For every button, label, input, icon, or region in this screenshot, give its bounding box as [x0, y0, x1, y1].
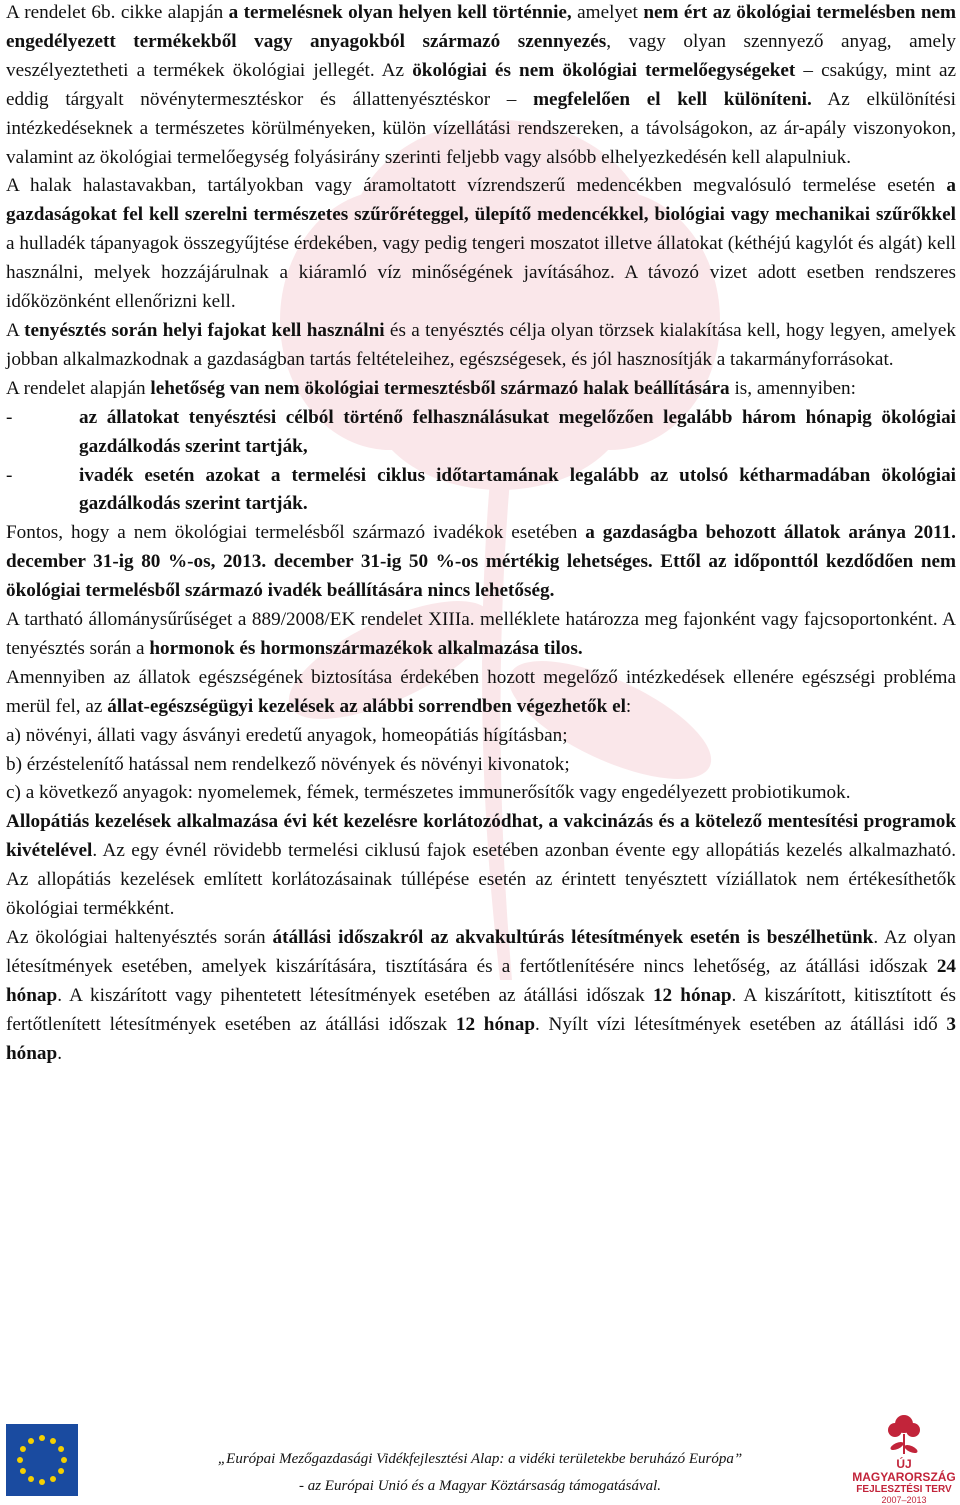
paragraph-8: a) növényi, állati vagy ásványi eredetű anyagok, homeopátiás hígításban; [6, 724, 568, 746]
uj-magyarorszag-logo [852, 1412, 956, 1505]
paragraph-4 [6, 375, 956, 404]
footer-line-1: „Európai Mezőgazdasági Vidékfejlesztési Alap: a vidéki területekbe beruházó Európa” [217, 1451, 743, 1467]
text-run: Az elkülönítési intézkedéseknek a természetes körülményeken, külön vízellátási rendszereken, a távolságokon, az ár-apály viszonyokon, valamint az ökológiai termelőegység folyásirány szerinti feljebb vagy alsóbb elhelyezkedésén kell alapulniuk. [6, 88, 956, 168]
eu-star-icon [39, 1479, 45, 1485]
text-run: és a tenyésztés célja olyan törzsek kialakítása kell, hogy legyen, amelyek jobban alkalmazkodnak a gazdaságban tartás feltételeihez, egészségesek, és jól hasznosítják a takarmányforrásokat. [6, 319, 956, 370]
text-run: . A kiszárított vagy pihentetett létesítmények esetében az átállási időszak [57, 984, 653, 1006]
paragraph-10: c) a következő anyagok: nyomelemek, fémek, természetes immunerősítők vagy engedélyezett probiotikumok. [6, 782, 851, 804]
eu-star-icon [17, 1457, 23, 1463]
emphasis: hormonok és hormonszármazékok alkalmazása tilos. [149, 637, 583, 659]
document-body [6, 0, 956, 1069]
text-run: . Az olyan létesítmények esetében, amelyek kiszárítására, tisztítására és a fertőtlenítésére nincs lehetőség, az átállási időszak [6, 927, 957, 977]
logo-years: 2007–2013 [881, 1495, 927, 1505]
emphasis: nem ért az ökológiai termelésben nem engedélyezett termékekből vagy anyagokból származó szennyezés [6, 2, 957, 52]
paragraph-9: b) érzéstelenítő hatással nem rendelkező növények és növényi kivonatok; [6, 753, 570, 775]
text-run: amelyet [577, 2, 644, 23]
eu-star-icon [20, 1446, 26, 1452]
list-dash: - [6, 464, 13, 486]
eu-star-icon [58, 1468, 64, 1474]
emphasis: 24 hónap [6, 955, 956, 1006]
text-run: Az ökológiai haltenyésztés során [6, 927, 273, 948]
list-item [6, 462, 956, 520]
list-item [6, 404, 956, 462]
paragraph-2 [6, 172, 956, 317]
eu-star-icon [50, 1438, 56, 1444]
logo-subtitle: FEJLESZTÉSI TERV [856, 1484, 952, 1495]
text-run: Amennyiben az állatok egészségének biztosítása érdekében hozott megelőző intézkedések ellenére egészségi probléma merül fel, az [6, 666, 956, 717]
list-dash: - [6, 406, 13, 428]
paragraph-7 [6, 664, 956, 722]
footer-line-2: - az Európai Unió és a Magyar Köztársaság támogatásával. [298, 1478, 662, 1494]
text-run: A rendelet 6b. cikke alapján [6, 2, 229, 23]
text-run: a hulladék tápanyagok összegyűjtése érdekében, vagy pedig tengeri moszatot illetve állatokat (kéthéjú kagylót és algát) kell használni, melyek hozzájárulnak a kiáramló víz minőségének javításához. A távozó vizet adott esetben rendszeres időközönként ellenőrizni kell. [6, 233, 956, 313]
text-run: : [625, 695, 632, 717]
text-run: A [6, 319, 25, 341]
emphasis: Allopátiás kezelések alkalmazása évi két kezelésre korlátozódhat, a vakcinázás és a kötelező mentesítési programok kivételével [6, 811, 956, 862]
paragraph-5 [6, 519, 956, 606]
eu-star-icon [20, 1468, 26, 1474]
emphasis: 3 hónap [6, 1013, 957, 1064]
text-run: Fontos, hogy a nem ökológiai termelésből származó ivadékok esetében [6, 522, 586, 544]
emphasis: megfelelően el kell különíteni. [533, 88, 812, 110]
text-run: . Az egy évnél rövidebb termelési ciklusú fajok esetében azonban évente egy allopátiás kezelés alkalmazható. Az allopátiás kezelések említett korlátozásainak túllépése esetén az érintett tenyésztett víziállatok nem értékesíthetők ökológiai termékként. [6, 840, 956, 920]
emphasis: átállási időszakról az akvakultúrás létesítmények esetén is beszélhetünk [272, 927, 874, 948]
eu-stars-icon [6, 1424, 78, 1496]
list-item-text: ivadék esetén azokat a termelési ciklus időtartamának legalább az utolsó kétharmadában ökológiai gazdálkodás szerint tartják. [79, 464, 956, 515]
text-run: . A kiszárított, kitisztított és fertőtlenített létesítmények esetében az átállási időszak [6, 984, 956, 1035]
emphasis: ökológiai és nem ökológiai termelőegységeket [412, 59, 796, 81]
eu-star-icon [28, 1476, 34, 1482]
emphasis: állat-egészségügyi kezelések az alábbi sorrendben végezhetők el [107, 695, 626, 717]
text-run: A tartható állománysűrűséget a 889/2008/EK rendelet XIIIa. melléklete határozza meg fajonként vagy fajcsoportonként. A tenyésztés során a [6, 609, 956, 659]
text-run: , vagy olyan szennyező anyag, amely veszélyeztetheti a termékek ökológiai jellegét. Az [6, 30, 956, 81]
logo-flower-icon [884, 1412, 924, 1456]
paragraph-6 [6, 606, 956, 664]
emphasis: lehetőség van nem ökológiai termesztésből származó halak beállítására [150, 377, 730, 399]
text-run: . [57, 1042, 62, 1064]
paragraph-11 [6, 808, 956, 924]
emphasis: 12 hónap [652, 984, 732, 1006]
paragraph-1 [6, 0, 956, 172]
eu-star-icon [39, 1435, 45, 1441]
paragraph-3 [6, 317, 956, 375]
eu-star-icon [50, 1476, 56, 1482]
list-item-text: az állatokat tenyésztési célból történő felhasználásukat megelőzően legalább három hónapig ökológiai gazdálkodás szerint tartják, [79, 406, 956, 457]
emphasis: a gazdaságokat fel kell szerelni természetes szűrőréteggel, ülepítő medencékkel, biológiai vagy mechanikai szűrőkkel [6, 175, 956, 226]
emphasis: Ettől az időponttól kezdődően nem ökológiai termelésből származó ivadék beállítására nincs lehetőség. [6, 551, 957, 602]
text-run: is, amennyiben: [729, 377, 856, 399]
paragraph-12 [6, 924, 956, 1069]
text-run: A halak halastavakban, tartályokban vagy áramoltatott vízrendszerű medencékben megvalósuló termelése esetén [6, 175, 947, 197]
emphasis: a termelésnek olyan helyen kell történnie, [228, 2, 578, 23]
eu-star-icon [28, 1438, 34, 1444]
text-run: – csakúgy, mint az eddig tárgyalt növénytermesztéskor és állattenyésztéskor – [6, 59, 956, 110]
emphasis: tenyésztés során helyi fajokat kell használni [24, 319, 385, 341]
eu-star-icon [61, 1457, 67, 1463]
eu-star-icon [58, 1446, 64, 1452]
text-run: . Nyílt vízi létesítmények esetében az átállási idő [535, 1013, 947, 1035]
text-run: A rendelet alapján [6, 377, 151, 399]
emphasis: 12 hónap [455, 1013, 535, 1035]
eu-flag-icon [6, 1424, 78, 1496]
emphasis: a gazdaságba behozott állatok aránya 2011. december 31-ig 80 %-os, 2013. december 31-ig 50 %-os mértékig lehetséges. [6, 522, 956, 573]
logo-title: ÚJ MAGYARORSZÁG [852, 1457, 956, 1484]
